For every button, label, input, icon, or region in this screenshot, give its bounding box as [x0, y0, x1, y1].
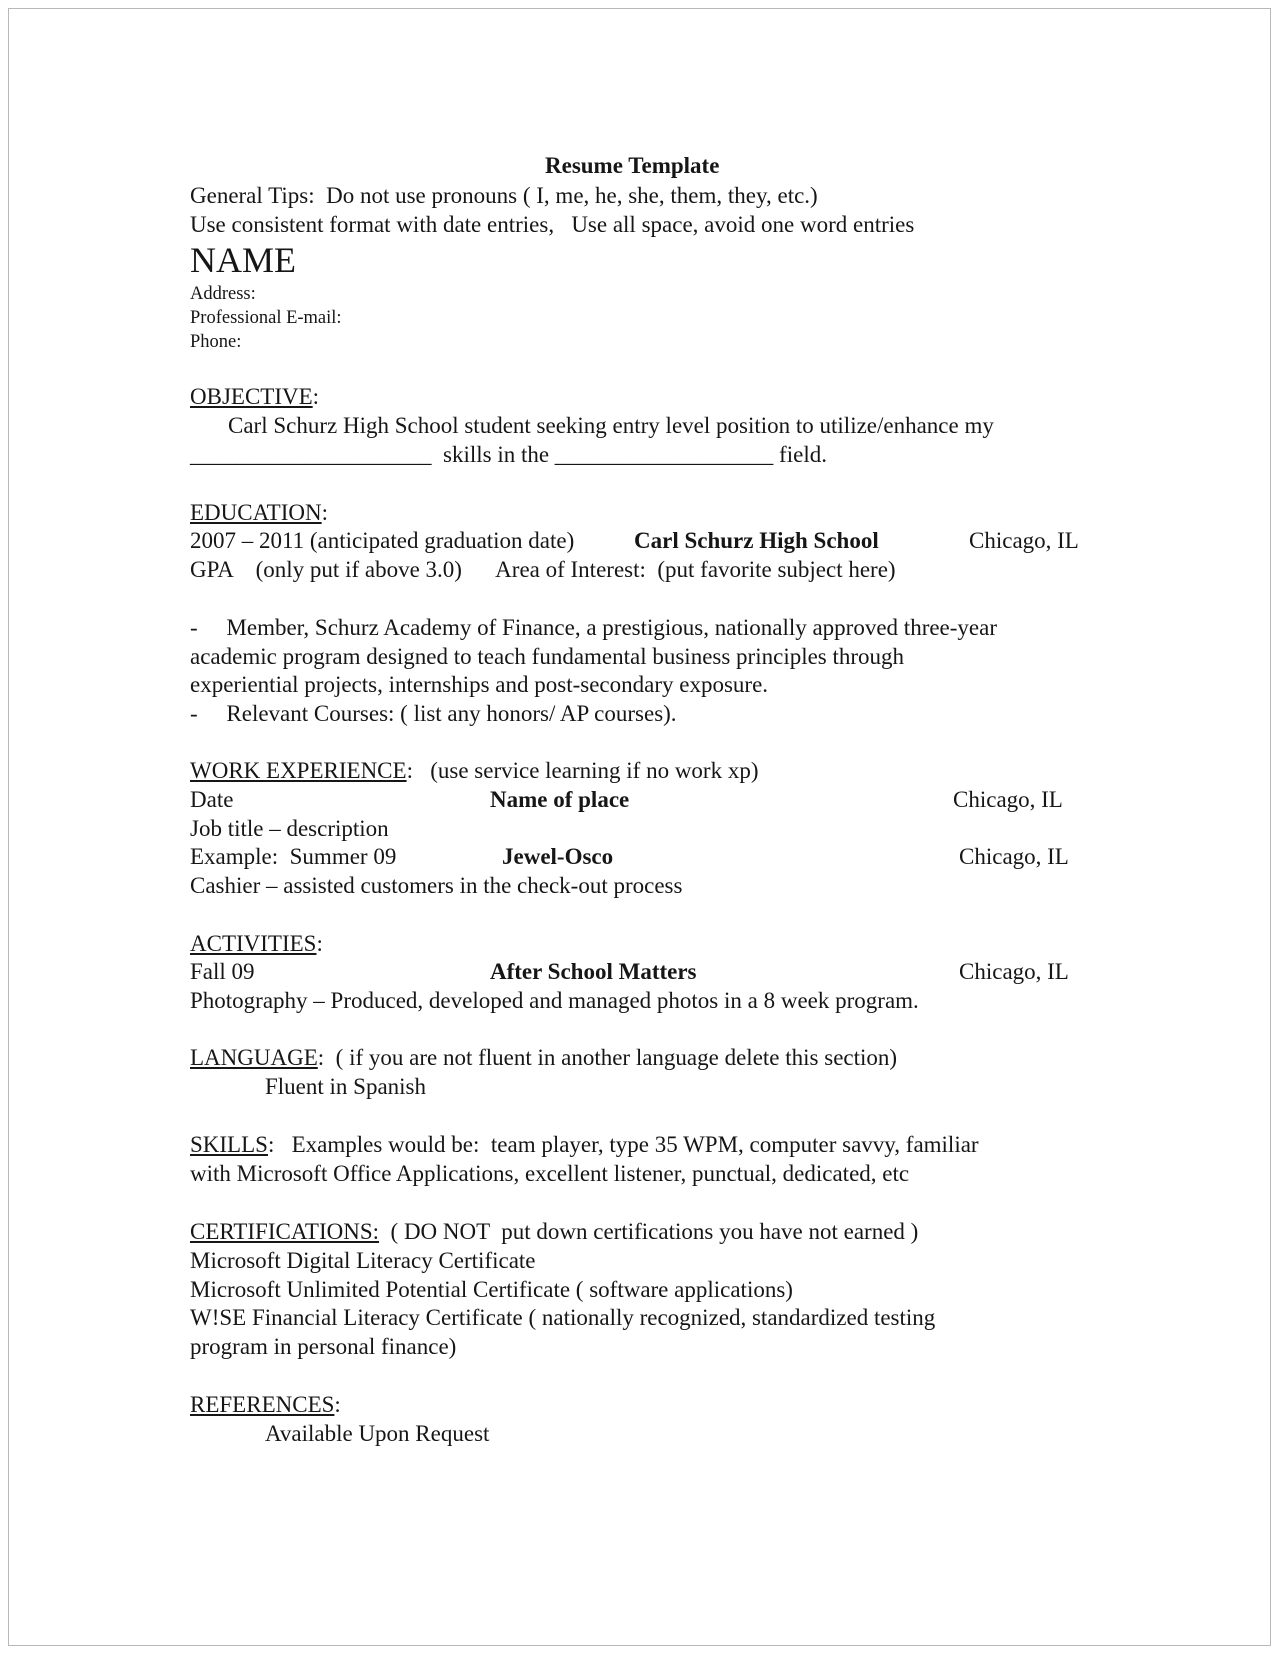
certifications-heading: CERTIFICATIONS:	[190, 1219, 380, 1244]
education-bullet-1-line-3: experiential projects, internships and post-secondary exposure.	[190, 672, 769, 697]
skills-section-heading	[190, 1131, 979, 1159]
language-heading: LANGUAGE	[190, 1045, 318, 1070]
certification-item-1: Microsoft Digital Literacy Certificate	[190, 1248, 536, 1273]
work-section-heading	[190, 757, 759, 785]
language-section-heading	[190, 1044, 897, 1072]
education-location: Chicago, IL	[969, 528, 1079, 553]
certifications-section-heading	[190, 1218, 918, 1246]
work-heading: WORK EXPERIENCE	[190, 758, 407, 783]
page-title: Resume Template	[545, 153, 720, 178]
education-heading: EDUCATION	[190, 500, 322, 525]
activities-section-heading	[190, 930, 323, 958]
education-colon: :	[321, 500, 328, 525]
work-title-desc: Job title – description	[190, 816, 389, 841]
education-section-heading	[190, 499, 328, 527]
phone-label: Phone:	[190, 332, 242, 352]
name-heading: NAME	[190, 240, 296, 280]
email-label: Professional E-mail:	[190, 308, 342, 328]
objective-line-1: Carl Schurz High School student seeking entry level position to utilize/enhance my	[228, 413, 994, 438]
education-bullet-1-line-2: academic program designed to teach fundamental business principles through	[190, 644, 905, 669]
references-colon: :	[334, 1392, 341, 1417]
skills-heading: SKILLS	[190, 1132, 268, 1157]
education-bullet-1-line-1: - Member, Schurz Academy of Finance, a prestigious, nationally approved three-year	[190, 615, 997, 640]
objective-heading: OBJECTIVE	[190, 384, 313, 409]
tips-line-2: Use consistent format with date entries, Use all space, avoid one word entries	[190, 212, 915, 237]
objective-line-2: _____________________ skills in the ___________________ field.	[190, 442, 827, 467]
activities-heading: ACTIVITIES	[190, 931, 317, 956]
references-item: Available Upon Request	[265, 1421, 490, 1446]
references-heading: REFERENCES	[190, 1392, 335, 1417]
activities-desc: Photography – Produced, developed and managed photos in a 8 week program.	[190, 988, 919, 1013]
tips-line-1: General Tips: Do not use pronouns ( I, me, he, she, them, they, etc.)	[190, 183, 818, 208]
certification-item-3-line-2: program in personal finance)	[190, 1334, 457, 1359]
work-example-desc: Cashier – assisted customers in the check-out process	[190, 873, 683, 898]
skills-line-1: : Examples would be: team player, type 35 WPM, computer savvy, familiar	[267, 1132, 979, 1157]
address-label: Address:	[190, 284, 256, 304]
objective-section-heading	[190, 383, 319, 411]
certifications-note: ( DO NOT put down certifications you have not earned )	[379, 1219, 919, 1244]
language-note: : ( if you are not fluent in another language delete this section)	[317, 1045, 898, 1070]
activities-date: Fall 09	[190, 959, 255, 984]
work-note: : (use service learning if no work xp)	[406, 758, 759, 783]
education-bullet-2: - Relevant Courses: ( list any honors/ AP courses).	[190, 701, 677, 726]
education-dates: 2007 – 2011 (anticipated graduation date)	[190, 528, 575, 553]
objective-colon: :	[312, 384, 320, 409]
work-example-location: Chicago, IL	[959, 844, 1069, 869]
work-place: Name of place	[490, 787, 630, 812]
certification-item-2: Microsoft Unlimited Potential Certificate ( software applications)	[190, 1277, 793, 1302]
skills-line-2: with Microsoft Office Applications, excellent listener, punctual, dedicated, etc	[190, 1161, 910, 1186]
work-example-date: Example: Summer 09	[190, 844, 397, 869]
language-item: Fluent in Spanish	[265, 1074, 427, 1099]
education-school: Carl Schurz High School	[634, 528, 879, 553]
work-location: Chicago, IL	[953, 787, 1063, 812]
education-gpa: GPA (only put if above 3.0) Area of Interest: (put favorite subject here)	[190, 557, 896, 582]
activities-name: After School Matters	[490, 959, 697, 984]
activities-colon: :	[316, 931, 323, 956]
work-example-place: Jewel-Osco	[502, 844, 614, 869]
certification-item-3-line-1: W!SE Financial Literacy Certificate ( nationally recognized, standardized testing	[190, 1305, 936, 1330]
work-date: Date	[190, 787, 234, 812]
references-section-heading	[190, 1391, 341, 1419]
activities-location: Chicago, IL	[959, 959, 1069, 984]
